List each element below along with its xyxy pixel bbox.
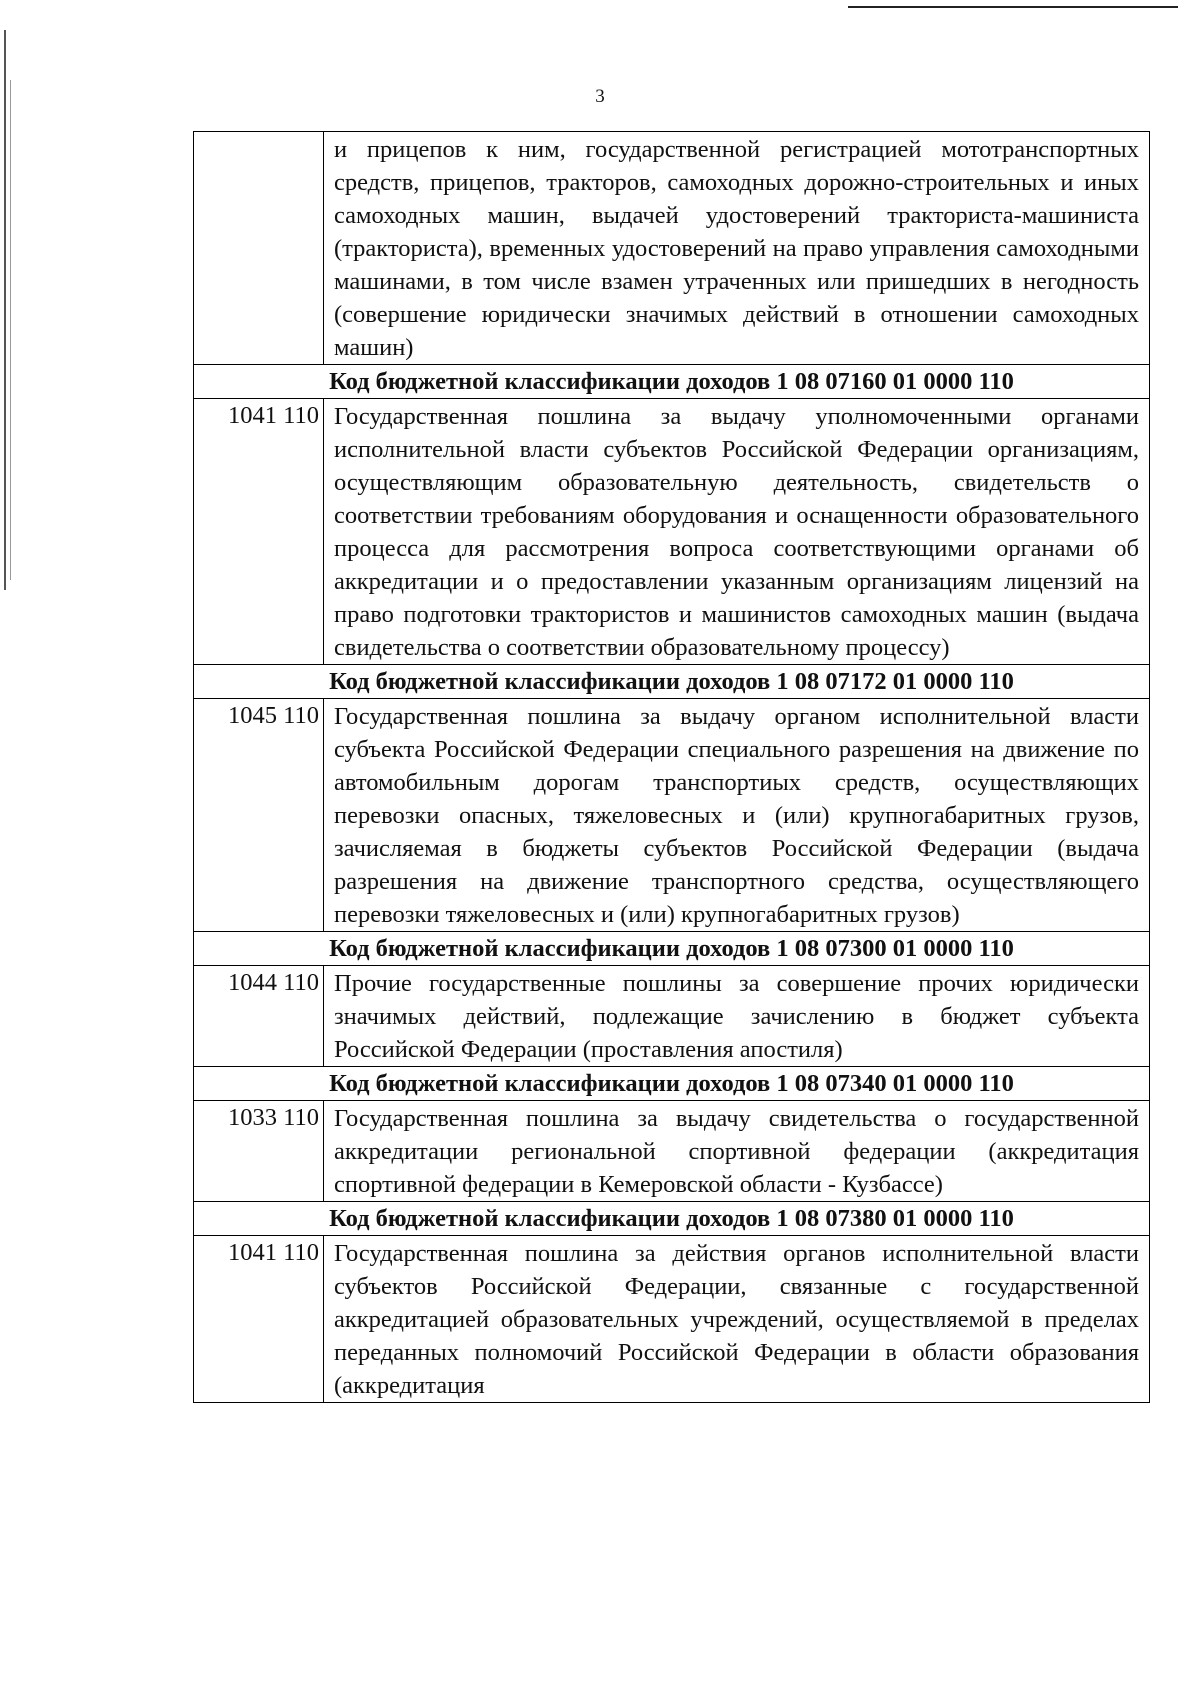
fee-description: Прочие государственные пошлины за совершение прочих юридически значимых действий, подлежащие зачислению в бюджет субъекта Российской Федерации (проставления апостиля)	[324, 966, 1150, 1067]
table-row	[194, 132, 1150, 365]
fee-description: и прицепов к ним, государственной регистрацией мототранспортных средств, прицепов, тракторов, самоходных дорожно-строительных и иных самоходных машин, выдачей удостоверений тракториста-машиниста (тракториста), временных удостоверений на право управления самоходными машинами, в том числе взамен утраченных или пришедших в негодность (совершение юридически значимых действий в отношении самоходных машин)	[324, 132, 1150, 365]
fee-code: 1045 110	[194, 699, 324, 932]
kbk-heading: Код бюджетной классификации доходов 1 08 07172 01 0000 110	[194, 665, 1150, 699]
table-row	[194, 966, 1150, 1067]
fee-code: 1041 110	[194, 1236, 324, 1403]
page-number: 3	[595, 86, 605, 107]
fee-code: 1041 110	[194, 399, 324, 665]
table-row	[194, 399, 1150, 665]
kbk-row	[194, 1202, 1150, 1236]
fee-description: Государственная пошлина за выдачу уполномоченными органами исполнительной власти субъектов Российской Федерации организациям, осуществляющим образовательную деятельность, свидетельств о соответствии требованиям оборудования и оснащенности образовательного процесса для рассмотрения вопроса соответствующими органами об аккредитации и о предоставлении указанным организациям лицензий на право подготовки трактористов и машинистов самоходных машин (выдача свидетельства о соответствии образовательному процессу)	[324, 399, 1150, 665]
kbk-row	[194, 665, 1150, 699]
scan-margin-line	[4, 30, 6, 590]
table-row	[194, 1236, 1150, 1403]
kbk-row	[194, 365, 1150, 399]
scan-margin-line	[10, 80, 11, 580]
kbk-heading: Код бюджетной классификации доходов 1 08 07340 01 0000 110	[194, 1067, 1150, 1101]
fee-code: 1044 110	[194, 966, 324, 1067]
kbk-heading: Код бюджетной классификации доходов 1 08 07380 01 0000 110	[194, 1202, 1150, 1236]
fee-description: Государственная пошлина за действия органов исполнительной власти субъектов Российской Федерации, связанные с государственной аккредитацией образовательных учреждений, осуществляемой в пределах переданных полномочий Российской Федерации в области образования (аккредитация	[324, 1236, 1150, 1403]
kbk-heading: Код бюджетной классификации доходов 1 08 07300 01 0000 110	[194, 932, 1150, 966]
kbk-row	[194, 1067, 1150, 1101]
fee-description: Государственная пошлина за выдачу свидетельства о государственной аккредитации региональной спортивной федерации (аккредитация спортивной федерации в Кемеровской области - Кузбассе)	[324, 1101, 1150, 1202]
table-row	[194, 1101, 1150, 1202]
fee-description: Государственная пошлина за выдачу органом исполнительной власти субъекта Российской Федерации специального разрешения на движение по автомобильным дорогам транспортиых средств, осуществляющих перевозки опасных, тяжеловесных и (или) крупногабаритных грузов, зачисляемая в бюджеты субъектов Российской Федерации (выдача разрешения на движение транспортного средства, осуществляющего перевозки тяжеловесных и (или) крупногабаритных грузов)	[324, 699, 1150, 932]
fee-code: 1033 110	[194, 1101, 324, 1202]
scan-edge-line	[848, 6, 1178, 8]
budget-classification-table	[193, 131, 1150, 1403]
table-row	[194, 699, 1150, 932]
fee-code	[194, 132, 324, 365]
kbk-heading: Код бюджетной классификации доходов 1 08 07160 01 0000 110	[194, 365, 1150, 399]
kbk-row	[194, 932, 1150, 966]
